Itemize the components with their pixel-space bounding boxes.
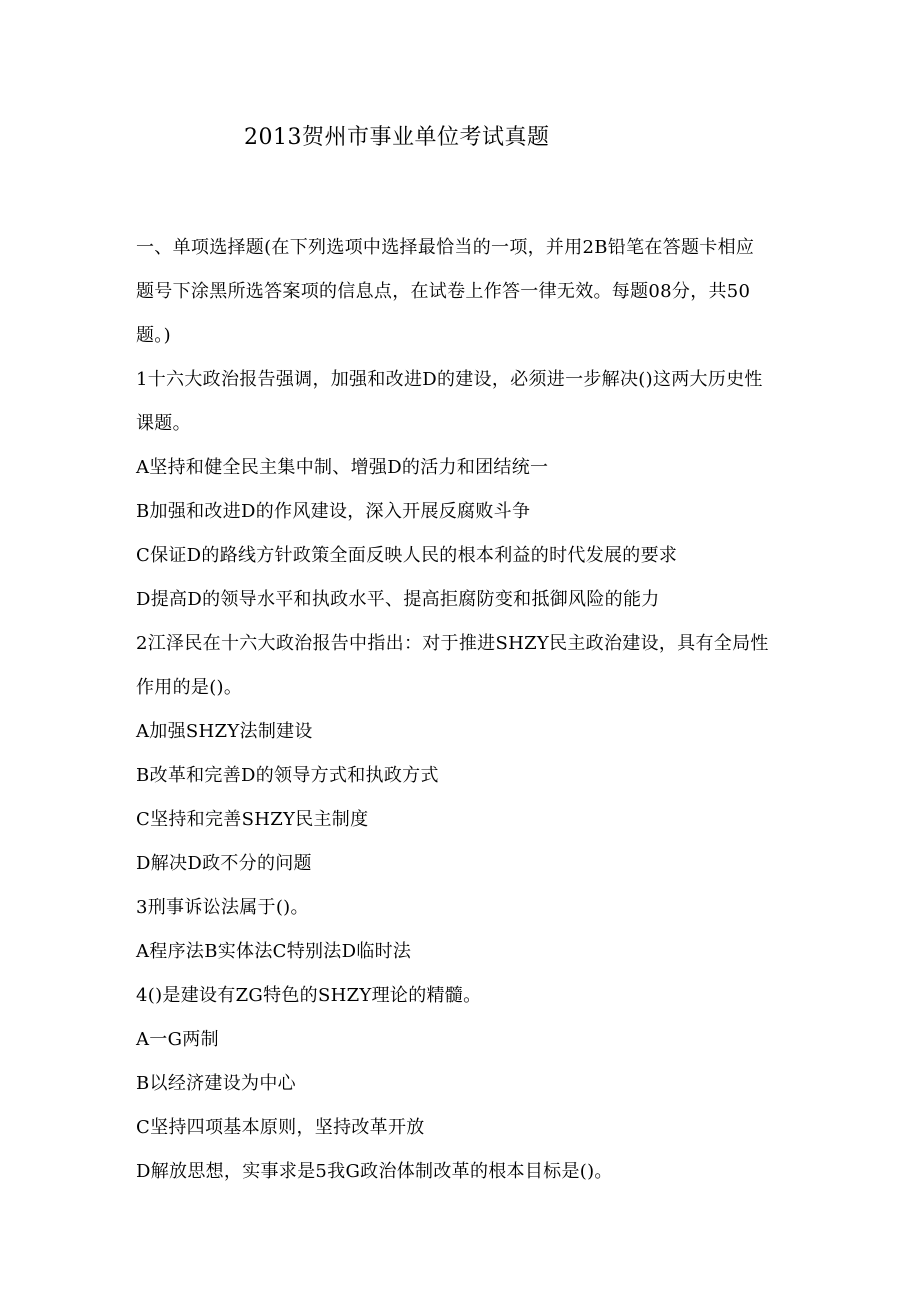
question-3-line-1: 3刑事诉讼法属于()。: [136, 897, 309, 918]
document-title: 2013贺州市事业单位考试真题: [244, 125, 550, 150]
question-1-option-a: A坚持和健全民主集中制、增强D的活力和团结统一: [136, 457, 549, 478]
instruction-line-2: 题号下涂黑所选答案项的信息点，在试卷上作答一律无效。每题08分，共50: [136, 281, 751, 302]
question-2-option-d: D解决D政不分的问题: [136, 853, 312, 874]
question-2-option-c: C坚持和完善SHZY民主制度: [136, 809, 369, 830]
question-1-option-c: C保证D的路线方针政策全面反映人民的根本利益的时代发展的要求: [136, 545, 678, 566]
question-4-option-a: A一G两制: [136, 1029, 219, 1050]
question-4-option-d-question-5: D解放思想，实事求是5我G政治体制改革的根本目标是()。: [136, 1161, 613, 1182]
question-4-option-b: B以经济建设为中心: [136, 1073, 296, 1094]
question-3-options: A程序法B实体法C特别法D临时法: [136, 941, 412, 962]
question-2-option-a: A加强SHZY法制建设: [136, 721, 313, 742]
question-1-line-1: 1十六大政治报告强调，加强和改进D的建设，必须进一步解决()这两大历史性: [136, 369, 763, 390]
question-1-option-d: D提高D的领导水平和执政水平、提高拒腐防变和抵御风险的能力: [136, 589, 660, 610]
question-1-line-2: 课题。: [136, 413, 191, 434]
document-body: [136, 226, 776, 1194]
question-2-line-1: 2江泽民在十六大政治报告中指出：对于推进SHZY民主政治建设，具有全局性: [136, 633, 769, 654]
question-2-line-2: 作用的是()。: [136, 677, 243, 698]
instruction-line-3: 题。): [136, 325, 171, 346]
question-2-option-b: B改革和完善D的领导方式和执政方式: [136, 765, 439, 786]
question-4-option-c: C坚持四项基本原则，坚持改革开放: [136, 1117, 425, 1138]
instruction-line-1: 一、单项选择题(在下列选项中选择最恰当的一项，并用2B铅笔在答题卡相应: [136, 237, 755, 258]
question-4-line-1: 4()是建设有ZG特色的SHZY理论的精髓。: [136, 985, 482, 1006]
question-1-option-b: B加强和改进D的作风建设，深入开展反腐败斗争: [136, 501, 531, 522]
